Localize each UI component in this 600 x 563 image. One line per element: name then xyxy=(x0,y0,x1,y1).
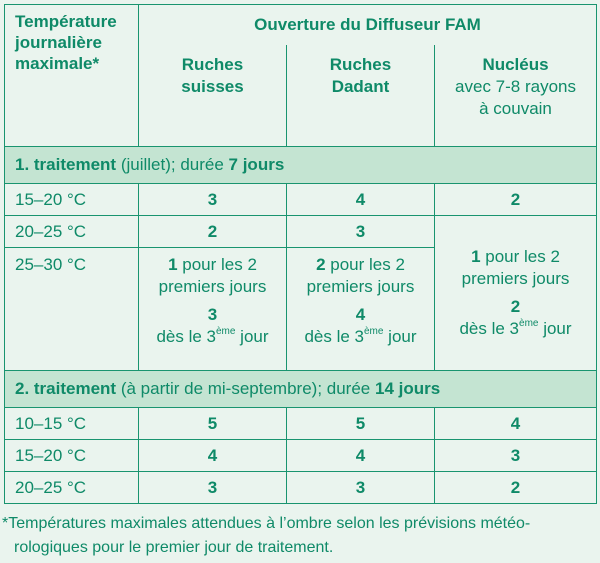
dose-nucleus: 4 xyxy=(435,408,597,440)
dose-swiss: 2 xyxy=(139,216,287,248)
header-nucleus: Nucléus avec 7-8 rayons à couvain xyxy=(435,45,597,147)
dose-nucleus-merged: 1 pour les 2 premiers jours 2 dès le 3ème jour xyxy=(435,216,597,371)
dose-swiss: 4 xyxy=(139,440,287,472)
temperature-cell: 10–15 °C xyxy=(5,408,139,440)
dose-dadant: 5 xyxy=(287,408,435,440)
temperature-cell: 20–25 °C xyxy=(5,216,139,248)
dose-nucleus: 2 xyxy=(435,472,597,504)
dose-dadant-merged: 2 pour les 2 premiers jours 4 dès le 3ème jour xyxy=(287,248,435,371)
temperature-cell: 25–30 °C xyxy=(5,248,139,371)
dose-dadant: 4 xyxy=(287,440,435,472)
dosage-table xyxy=(4,4,597,504)
temperature-cell: 20–25 °C xyxy=(5,472,139,504)
header-temperature: Température journalière maximale* xyxy=(5,5,139,147)
header-swiss-hives: Ruches suisses xyxy=(139,45,287,147)
temperature-cell: 15–20 °C xyxy=(5,440,139,472)
dose-dadant: 3 xyxy=(287,472,435,504)
dose-dadant: 4 xyxy=(287,184,435,216)
dose-dadant: 3 xyxy=(287,216,435,248)
dose-nucleus: 3 xyxy=(435,440,597,472)
dose-swiss: 3 xyxy=(139,184,287,216)
dose-swiss: 3 xyxy=(139,472,287,504)
section-first-treatment: 1. traitement (juillet); durée 7 jours xyxy=(5,147,597,184)
dose-swiss: 5 xyxy=(139,408,287,440)
header-diffuser-opening: Ouverture du Diffuseur FAM xyxy=(139,5,597,46)
temperature-cell: 15–20 °C xyxy=(5,184,139,216)
footnote: *Températures maximales attendues à l’ombre selon les prévisions météo- rologiques pour le premier jour de traitement. xyxy=(2,515,531,556)
header-dadant-hives: Ruches Dadant xyxy=(287,45,435,147)
section-second-treatment: 2. traitement (à partir de mi-septembre); durée 14 jours xyxy=(5,371,597,408)
dose-swiss-merged: 1 pour les 2 premiers jours 3 dès le 3ème jour xyxy=(139,248,287,371)
dose-nucleus: 2 xyxy=(435,184,597,216)
